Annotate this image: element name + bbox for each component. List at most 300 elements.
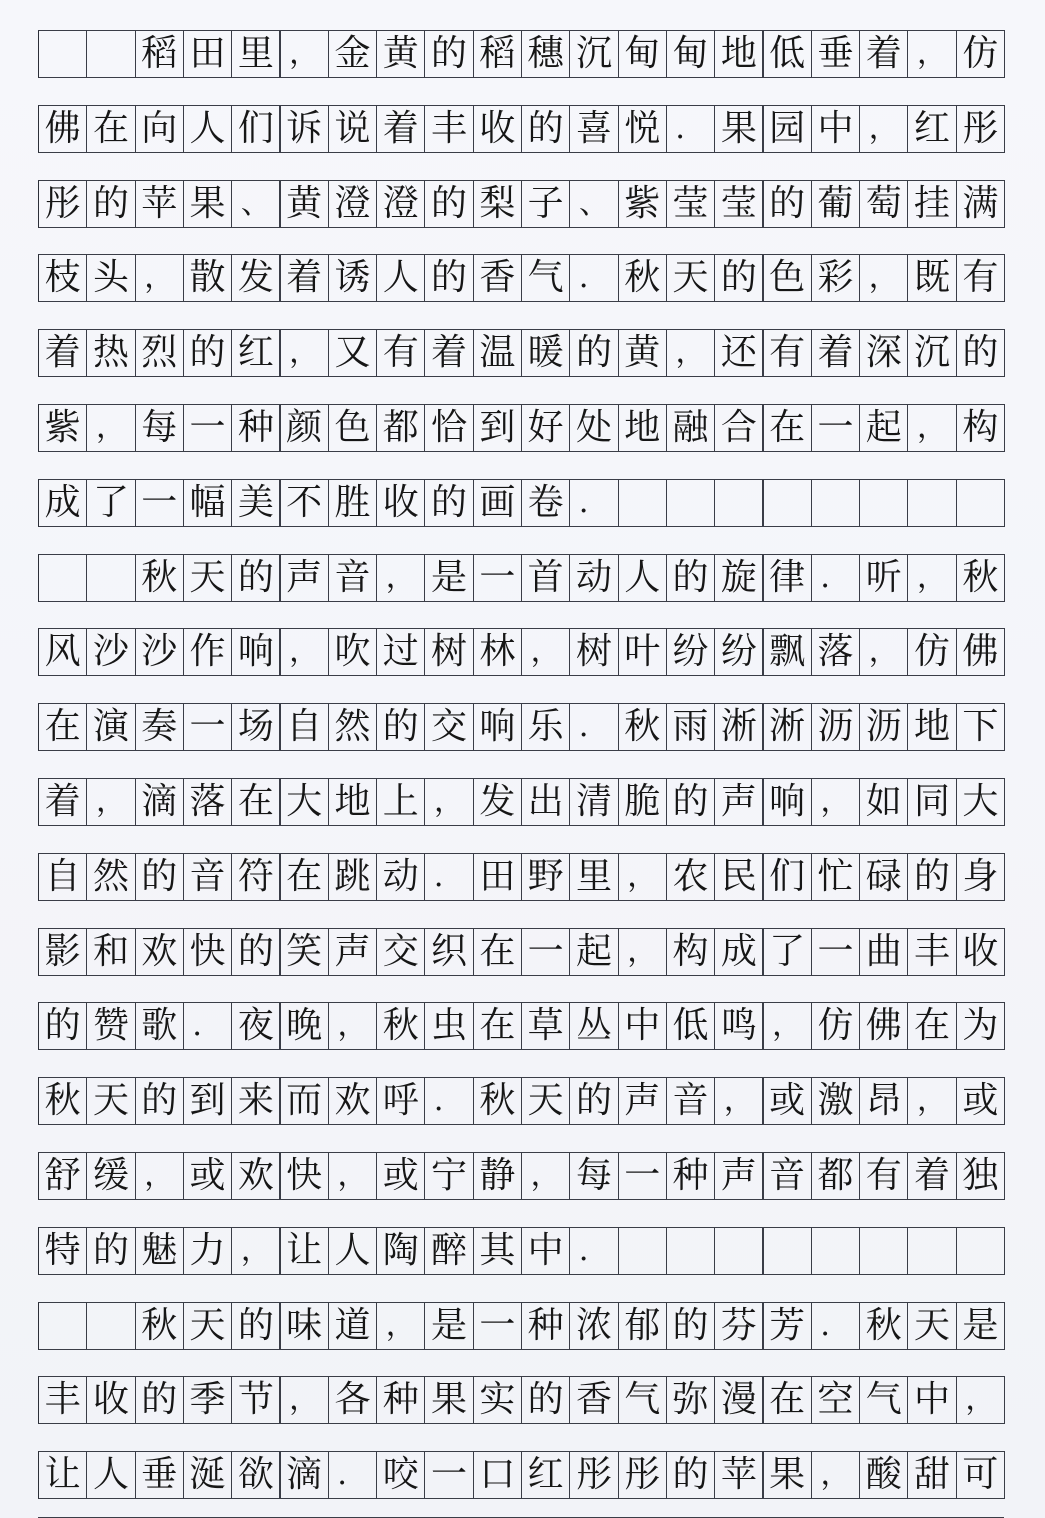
grid-cell-character: 一 (424, 1451, 473, 1499)
grid-cell-character: 地 (328, 778, 377, 826)
grid-cell-character: 赞 (86, 1002, 135, 1050)
grid-cell-empty (86, 30, 135, 78)
grid-cell-character: 然 (86, 853, 135, 901)
grid-cell-character: 不 (280, 479, 329, 527)
grid-cell-character: 画 (473, 479, 522, 527)
grid-cell-character: 幅 (183, 479, 232, 527)
grid-cell-character: 其 (473, 1227, 522, 1275)
grid-cell-character: 有 (859, 1152, 908, 1200)
grid-cell-character: 卷 (521, 479, 570, 527)
grid-cell-character: 魅 (135, 1227, 184, 1275)
grid-cell-character: 或 (376, 1152, 425, 1200)
grid-cell-character: 静 (473, 1152, 522, 1200)
grid-cell-character: 暖 (521, 329, 570, 377)
grid-cell-character: ． (424, 1077, 473, 1125)
grid-cell-empty (907, 479, 956, 527)
grid-cell-character: 人 (376, 254, 425, 302)
grid-cell-empty (859, 479, 908, 527)
grid-cell-character: 着 (38, 778, 87, 826)
grid-cell-character: 在 (473, 1002, 522, 1050)
grid-cell-character: ， (521, 628, 570, 676)
grid-cell-empty (618, 479, 667, 527)
grid-cell-character: 的 (714, 254, 763, 302)
grid-cell-character: 实 (473, 1376, 522, 1424)
grid-cell-character: 里 (231, 30, 280, 78)
grid-cell-character: 热 (86, 329, 135, 377)
grid-cell-character: 和 (86, 928, 135, 976)
grid-cell-character: ． (666, 105, 715, 153)
grid-cell-character: 地 (714, 30, 763, 78)
grid-cell-character: 树 (424, 628, 473, 676)
grid-cell-character: 林 (473, 628, 522, 676)
grid-cell-character: 紫 (38, 404, 87, 452)
grid-cell-character: 动 (376, 853, 425, 901)
grid-cell-character: 脆 (618, 778, 667, 826)
grid-cell-character: ， (907, 554, 956, 602)
grid-cell-character: 的 (231, 1302, 280, 1350)
grid-cell-character: 音 (666, 1077, 715, 1125)
grid-cell-character: 的 (569, 329, 618, 377)
grid-cell-character: 可 (956, 1451, 1005, 1499)
grid-cell-character: 果 (714, 105, 763, 153)
grid-cell-character: 的 (666, 1302, 715, 1350)
grid-cell-character: 的 (231, 554, 280, 602)
grid-cell-character: 枝 (38, 254, 87, 302)
grid-cell-empty (666, 1227, 715, 1275)
grid-cell-character: 色 (763, 254, 812, 302)
grid-cell-character: 沥 (811, 703, 860, 751)
grid-cell-character: 香 (569, 1376, 618, 1424)
grid-cell-character: 子 (521, 180, 570, 228)
grid-cell-character: 来 (231, 1077, 280, 1125)
grid-cell-character: 构 (666, 928, 715, 976)
grid-cell-character: 的 (666, 778, 715, 826)
grid-cell-character: 紫 (618, 180, 667, 228)
grid-cell-character: 沉 (569, 30, 618, 78)
grid-cell-character: 纷 (714, 628, 763, 676)
grid-cell-character: 沉 (907, 329, 956, 377)
grid-cell-character: 夜 (231, 1002, 280, 1050)
grid-cell-character: 黄 (618, 329, 667, 377)
grid-cell-empty (907, 1227, 956, 1275)
grid-cell-character: 快 (183, 928, 232, 976)
grid-cell-character: 响 (473, 703, 522, 751)
grid-cell-empty (811, 1227, 860, 1275)
grid-cell-character: 的 (424, 30, 473, 78)
grid-cell-character: 是 (956, 1302, 1005, 1350)
grid-cell-character: 的 (424, 180, 473, 228)
grid-cell-character: 每 (135, 404, 184, 452)
grid-cell-character: 温 (473, 329, 522, 377)
grid-cell-character: 影 (38, 928, 87, 976)
grid-cell-character: 莹 (666, 180, 715, 228)
grid-cell-character: 有 (763, 329, 812, 377)
grid-cell-character: 的 (907, 853, 956, 901)
grid-cell-character: 恰 (424, 404, 473, 452)
grid-cell-character: ， (859, 254, 908, 302)
grid-cell-character: ． (569, 1227, 618, 1275)
grid-cell-character: 诱 (328, 254, 377, 302)
grid-cell-character: 仿 (956, 30, 1005, 78)
grid-cell-character: 沥 (859, 703, 908, 751)
grid-cell-character: ， (956, 1376, 1005, 1424)
grid-cell-character: 一 (618, 1152, 667, 1200)
grid-cell-character: 响 (231, 628, 280, 676)
grid-cell-character: 天 (183, 1302, 232, 1350)
grid-cell-character: 种 (376, 1376, 425, 1424)
grid-cell-character: 力 (183, 1227, 232, 1275)
grid-cell-character: 陶 (376, 1227, 425, 1275)
grid-cell-character: 的 (569, 1077, 618, 1125)
grid-cell-character: 场 (231, 703, 280, 751)
grid-cell-character: 雨 (666, 703, 715, 751)
grid-cell-character: ， (280, 628, 329, 676)
grid-cell-character: 首 (521, 554, 570, 602)
grid-cell-character: 的 (376, 703, 425, 751)
grid-cell-character: 天 (183, 554, 232, 602)
grid-cell-character: 一 (473, 554, 522, 602)
grid-cell-character: 田 (473, 853, 522, 901)
grid-cell-character: 在 (763, 1376, 812, 1424)
grid-cell-character: 天 (86, 1077, 135, 1125)
grid-cell-character: 芳 (763, 1302, 812, 1350)
grid-cell-character: ， (907, 30, 956, 78)
grid-cell-character: 气 (859, 1376, 908, 1424)
grid-cell-character: 喜 (569, 105, 618, 153)
grid-cell-character: 色 (328, 404, 377, 452)
grid-cell-character: 音 (763, 1152, 812, 1200)
grid-cell-character: 律 (763, 554, 812, 602)
grid-cell-character: 醉 (424, 1227, 473, 1275)
grid-cell-empty (38, 554, 87, 602)
grid-cell-character: 都 (811, 1152, 860, 1200)
grid-cell-character: 酸 (859, 1451, 908, 1499)
grid-cell-character: 收 (376, 479, 425, 527)
grid-cell-character: 园 (763, 105, 812, 153)
grid-cell-character: 动 (569, 554, 618, 602)
grid-cell-character: 为 (956, 1002, 1005, 1050)
grid-cell-character: 穗 (521, 30, 570, 78)
grid-cell-character: 淅 (763, 703, 812, 751)
grid-cell-character: ， (280, 30, 329, 78)
grid-cell-character: 满 (956, 180, 1005, 228)
grid-cell-empty (763, 479, 812, 527)
grid-cell-character: 田 (183, 30, 232, 78)
grid-cell-character: 天 (666, 254, 715, 302)
grid-cell-character: 自 (280, 703, 329, 751)
grid-cell-character: 弥 (666, 1376, 715, 1424)
grid-cell-character: 丛 (569, 1002, 618, 1050)
grid-cell-character: 彤 (569, 1451, 618, 1499)
grid-cell-character: 一 (183, 703, 232, 751)
grid-cell-character: ， (521, 1152, 570, 1200)
grid-cell-character: 红 (907, 105, 956, 153)
grid-cell-character: 向 (135, 105, 184, 153)
grid-cell-character: ， (280, 1376, 329, 1424)
grid-cell-character: 到 (183, 1077, 232, 1125)
grid-cell-empty (811, 479, 860, 527)
grid-cell-character: 交 (424, 703, 473, 751)
grid-cell-character: 的 (763, 180, 812, 228)
grid-cell-character: 叶 (618, 628, 667, 676)
grid-cell-character: 咬 (376, 1451, 425, 1499)
grid-cell-character: 的 (135, 1376, 184, 1424)
grid-cell-empty (86, 554, 135, 602)
grid-cell-character: 过 (376, 628, 425, 676)
grid-cell-character: 一 (183, 404, 232, 452)
grid-cell-character: ． (569, 254, 618, 302)
grid-cell-character: 们 (763, 853, 812, 901)
grid-cell-character: 香 (473, 254, 522, 302)
grid-cell-character: 然 (328, 703, 377, 751)
grid-cell-empty (714, 1227, 763, 1275)
grid-cell-character: 地 (618, 404, 667, 452)
grid-cell-empty (714, 479, 763, 527)
grid-cell-character: 快 (280, 1152, 329, 1200)
grid-cell-character: 涎 (183, 1451, 232, 1499)
grid-cell-character: 黄 (280, 180, 329, 228)
grid-cell-character: ， (424, 778, 473, 826)
grid-cell-character: 好 (521, 404, 570, 452)
grid-cell-character: ， (618, 853, 667, 901)
grid-cell-character: ， (714, 1077, 763, 1125)
grid-cell-character: 着 (859, 30, 908, 78)
grid-cell-character: ． (811, 1302, 860, 1350)
grid-cell-character: 诉 (280, 105, 329, 153)
grid-cell-character: 在 (231, 778, 280, 826)
grid-cell-character: 还 (714, 329, 763, 377)
grid-cell-character: 气 (618, 1376, 667, 1424)
grid-cell-character: 欢 (328, 1077, 377, 1125)
grid-cell-character: 澄 (328, 180, 377, 228)
grid-cell-character: 作 (183, 628, 232, 676)
grid-cell-character: 秋 (38, 1077, 87, 1125)
grid-cell-character: 味 (280, 1302, 329, 1350)
grid-cell-character: 发 (473, 778, 522, 826)
grid-cell-character: ， (328, 1002, 377, 1050)
grid-cell-character: 、 (231, 180, 280, 228)
grid-cell-character: ． (811, 554, 860, 602)
grid-cell-character: 果 (763, 1451, 812, 1499)
grid-cell-character: 着 (811, 329, 860, 377)
grid-cell-character: 胜 (328, 479, 377, 527)
grid-cell-character: 苹 (135, 180, 184, 228)
grid-cell-character: 莹 (714, 180, 763, 228)
grid-cell-character: 在 (907, 1002, 956, 1050)
grid-cell-character: 或 (956, 1077, 1005, 1125)
grid-cell-character: 天 (521, 1077, 570, 1125)
grid-cell-character: 仿 (811, 1002, 860, 1050)
grid-cell-character: 又 (328, 329, 377, 377)
grid-cell-character: 收 (956, 928, 1005, 976)
grid-cell-character: 的 (231, 928, 280, 976)
grid-cell-character: 合 (714, 404, 763, 452)
grid-cell-empty (763, 1227, 812, 1275)
grid-cell-character: 人 (618, 554, 667, 602)
grid-cell-character: 风 (38, 628, 87, 676)
grid-cell-character: ． (569, 479, 618, 527)
grid-cell-character: 萄 (859, 180, 908, 228)
grid-cell-character: 一 (135, 479, 184, 527)
grid-cell-character: 都 (376, 404, 425, 452)
grid-cell-character: 激 (811, 1077, 860, 1125)
grid-cell-character: 是 (424, 554, 473, 602)
grid-cell-character: 甸 (666, 30, 715, 78)
grid-cell-character: 农 (666, 853, 715, 901)
grid-cell-character: 音 (328, 554, 377, 602)
grid-cell-character: 听 (859, 554, 908, 602)
grid-cell-character: 大 (280, 778, 329, 826)
grid-cell-character: 苹 (714, 1451, 763, 1499)
grid-cell-character: 佛 (859, 1002, 908, 1050)
grid-cell-character: 清 (569, 778, 618, 826)
grid-cell-character: 交 (376, 928, 425, 976)
grid-cell-character: 每 (569, 1152, 618, 1200)
grid-cell-character: 彤 (956, 105, 1005, 153)
grid-cell-character: 梨 (473, 180, 522, 228)
grid-cell-character: 成 (38, 479, 87, 527)
grid-cell-character: 垂 (135, 1451, 184, 1499)
grid-cell-character: 成 (714, 928, 763, 976)
grid-cell-character: 的 (86, 180, 135, 228)
grid-cell-character: 各 (328, 1376, 377, 1424)
grid-cell-character: 种 (231, 404, 280, 452)
grid-cell-character: 滴 (280, 1451, 329, 1499)
grid-cell-character: 秋 (956, 554, 1005, 602)
grid-cell-character: 中 (907, 1376, 956, 1424)
grid-cell-character: 下 (956, 703, 1005, 751)
grid-cell-character: 欢 (231, 1152, 280, 1200)
grid-cell-character: 稻 (135, 30, 184, 78)
grid-cell-character: 发 (231, 254, 280, 302)
grid-cell-character: 着 (424, 329, 473, 377)
grid-cell-character: 融 (666, 404, 715, 452)
grid-cell-character: 红 (231, 329, 280, 377)
grid-cell-character: 仿 (907, 628, 956, 676)
grid-cell-character: 在 (280, 853, 329, 901)
grid-cell-character: 的 (135, 853, 184, 901)
grid-cell-character: 垂 (811, 30, 860, 78)
grid-cell-character: 让 (38, 1451, 87, 1499)
grid-cell-character: 在 (86, 105, 135, 153)
grid-cell-character: 甸 (618, 30, 667, 78)
grid-cell-character: 歌 (135, 1002, 184, 1050)
grid-cell-character: 了 (86, 479, 135, 527)
grid-cell-character: 的 (521, 105, 570, 153)
grid-cell-character: 滴 (135, 778, 184, 826)
grid-cell-character: 野 (521, 853, 570, 901)
grid-cell-character: 身 (956, 853, 1005, 901)
grid-cell-character: 丰 (424, 105, 473, 153)
grid-cell-character: ， (376, 554, 425, 602)
grid-cell-empty (859, 1227, 908, 1275)
grid-cell-empty (86, 1302, 135, 1350)
grid-cell-character: 奏 (135, 703, 184, 751)
grid-cell-character: 着 (38, 329, 87, 377)
grid-cell-character: ， (231, 1227, 280, 1275)
grid-cell-character: 丰 (38, 1376, 87, 1424)
grid-cell-character: 构 (956, 404, 1005, 452)
grid-cell-character: 一 (473, 1302, 522, 1350)
grid-cell-character: 烈 (135, 329, 184, 377)
grid-cell-character: 道 (328, 1302, 377, 1350)
grid-cell-character: 处 (569, 404, 618, 452)
grid-cell-character: 的 (424, 479, 473, 527)
grid-cell-character: 演 (86, 703, 135, 751)
grid-cell-character: 红 (521, 1451, 570, 1499)
grid-cell-character: ， (811, 778, 860, 826)
grid-cell-character: 里 (569, 853, 618, 901)
grid-cell-character: 彤 (618, 1451, 667, 1499)
grid-cell-character: 黄 (376, 30, 425, 78)
grid-cell-character: 的 (521, 1376, 570, 1424)
grid-cell-character: ， (376, 1302, 425, 1350)
grid-cell-character: 的 (86, 1227, 135, 1275)
grid-cell-character: 宁 (424, 1152, 473, 1200)
grid-cell-character: 口 (473, 1451, 522, 1499)
grid-cell-character: 中 (811, 105, 860, 153)
grid-cell-character: 丰 (907, 928, 956, 976)
grid-cell-character: 有 (376, 329, 425, 377)
grid-cell-character: 种 (666, 1152, 715, 1200)
grid-cell-character: 在 (473, 928, 522, 976)
grid-cell-character: 了 (763, 928, 812, 976)
grid-cell-character: 散 (183, 254, 232, 302)
grid-cell-character: 的 (135, 1077, 184, 1125)
grid-cell-character: 草 (521, 1002, 570, 1050)
grid-cell-character: 昂 (859, 1077, 908, 1125)
grid-cell-character: 人 (86, 1451, 135, 1499)
grid-cell-character: 舒 (38, 1152, 87, 1200)
grid-cell-character: 空 (811, 1376, 860, 1424)
grid-cell-character: 彩 (811, 254, 860, 302)
grid-cell-character: 秋 (135, 1302, 184, 1350)
grid-cell-character: 着 (907, 1152, 956, 1200)
grid-cell-character: 天 (907, 1302, 956, 1350)
grid-cell-character: ， (859, 628, 908, 676)
grid-cell-character: 淅 (714, 703, 763, 751)
grid-cell-character: 甜 (907, 1451, 956, 1499)
grid-cell-character: 中 (521, 1227, 570, 1275)
grid-cell-character: 秋 (135, 554, 184, 602)
grid-cell-character: 或 (183, 1152, 232, 1200)
grid-cell-character: 低 (763, 30, 812, 78)
grid-cell-character: 碌 (859, 853, 908, 901)
grid-cell-character: 落 (811, 628, 860, 676)
grid-cell-character: 树 (569, 628, 618, 676)
grid-cell-character: ， (618, 928, 667, 976)
grid-cell-character: 声 (714, 1152, 763, 1200)
grid-cell-character: 漫 (714, 1376, 763, 1424)
grid-cell-character: 佛 (38, 105, 87, 153)
grid-cell-character: 起 (859, 404, 908, 452)
grid-cell-character: 秋 (618, 703, 667, 751)
grid-cell-character: 符 (231, 853, 280, 901)
grid-cell-empty (956, 1227, 1005, 1275)
grid-cell-character: 低 (666, 1002, 715, 1050)
grid-cell-character: 特 (38, 1227, 87, 1275)
grid-cell-character: 在 (763, 404, 812, 452)
grid-cell-character: ． (424, 853, 473, 901)
grid-cell-character: 大 (956, 778, 1005, 826)
grid-cell-character: 人 (328, 1227, 377, 1275)
grid-cell-character: 秋 (376, 1002, 425, 1050)
grid-cell-character: 旋 (714, 554, 763, 602)
grid-cell-character: 秋 (859, 1302, 908, 1350)
grid-cell-character: 着 (280, 254, 329, 302)
grid-cell-character: 季 (183, 1376, 232, 1424)
grid-cell-character: 一 (521, 928, 570, 976)
